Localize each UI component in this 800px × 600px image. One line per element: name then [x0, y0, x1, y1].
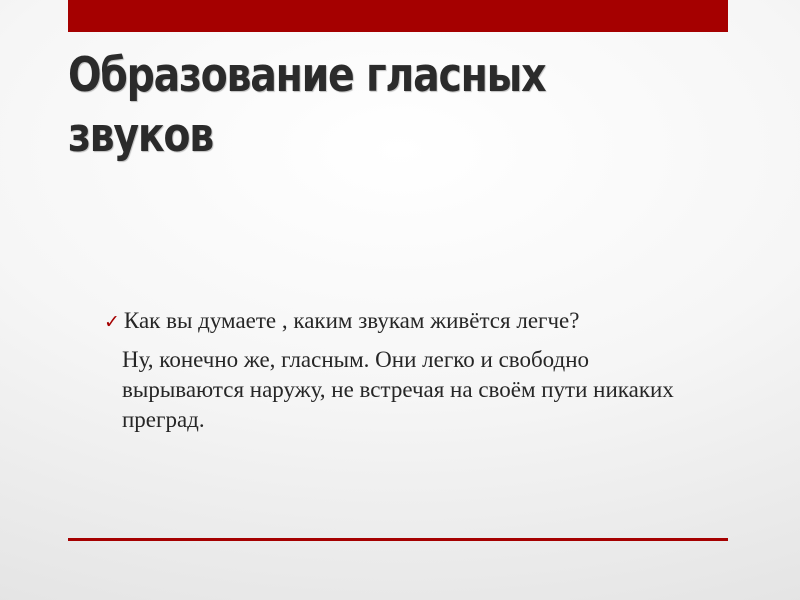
answer-text: Ну, конечно же, гласным. Они легко и свободно вырываются наружу, не встречая на своём пути никаких преград. — [122, 347, 674, 432]
bullet-item — [104, 306, 704, 337]
slide-title: Образование гласных звуков — [68, 48, 546, 163]
bottom-divider — [68, 538, 728, 541]
question-text: Как вы думаете , каким звукам живётся легче? — [123, 308, 580, 333]
check-icon: ✓ — [104, 311, 120, 333]
top-accent-bar — [68, 0, 728, 32]
